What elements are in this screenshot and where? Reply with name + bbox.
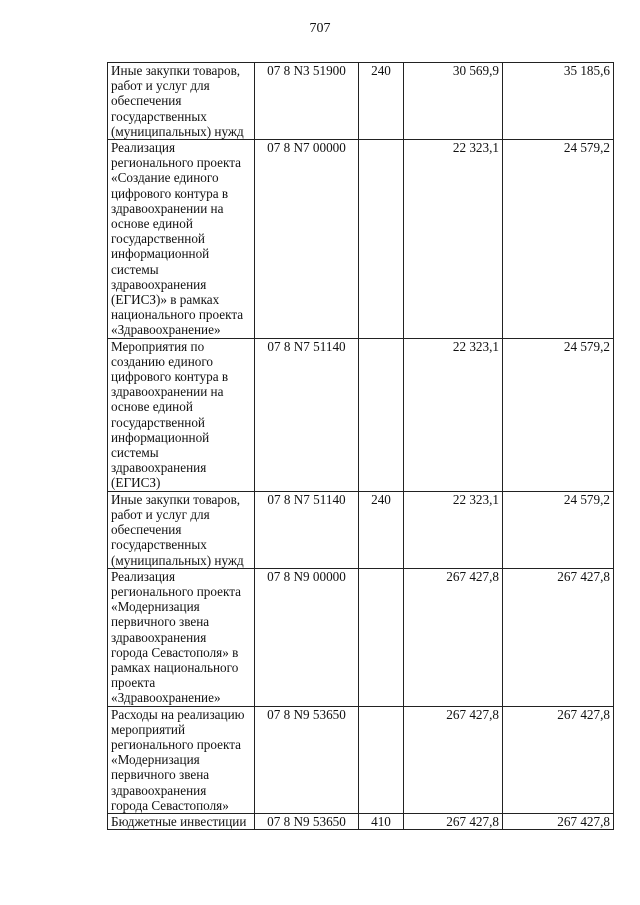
amount-year-2: 24 579,2 — [503, 338, 614, 491]
target-code: 07 8 N9 53650 — [255, 813, 359, 829]
table-row — [108, 568, 614, 706]
amount-year-2: 267 427,8 — [503, 813, 614, 829]
expense-type — [359, 140, 404, 339]
amount-year-2: 24 579,2 — [503, 491, 614, 568]
expense-type: 240 — [359, 63, 404, 140]
expense-type — [359, 706, 404, 813]
item-name: Мероприятия по созданию единого цифрового контура в здравоохранении на основе единой государственной информационной системы здравоохранения (ЕГИСЗ) — [108, 338, 255, 491]
item-name: Иные закупки товаров, работ и услуг для обеспечения государственных (муниципальных) нужд — [108, 63, 255, 140]
amount-year-2: 24 579,2 — [503, 140, 614, 339]
amount-year-1: 267 427,8 — [404, 706, 503, 813]
target-code: 07 8 N7 51140 — [255, 338, 359, 491]
item-name: Бюджетные инвестиции — [108, 813, 255, 829]
item-name: Расходы на реализацию мероприятий регионального проекта «Модернизация первичного звена здравоохранения города Севастополя» — [108, 706, 255, 813]
target-code: 07 8 N7 00000 — [255, 140, 359, 339]
table-row — [108, 706, 614, 813]
amount-year-1: 22 323,1 — [404, 491, 503, 568]
expense-type — [359, 338, 404, 491]
amount-year-1: 22 323,1 — [404, 338, 503, 491]
amount-year-1: 267 427,8 — [404, 813, 503, 829]
amount-year-2: 267 427,8 — [503, 568, 614, 706]
table-row — [108, 140, 614, 339]
page-number: 707 — [309, 21, 331, 36]
amount-year-2: 35 185,6 — [503, 63, 614, 140]
expense-type: 240 — [359, 491, 404, 568]
expense-type: 410 — [359, 813, 404, 829]
table-row — [108, 813, 614, 829]
item-name: Реализация регионального проекта «Модернизация первичного звена здравоохранения города Севастополя» в рамках национального проекта «Здравоохранение» — [108, 568, 255, 706]
expense-type — [359, 568, 404, 706]
amount-year-1: 30 569,9 — [404, 63, 503, 140]
target-code: 07 8 N3 51900 — [255, 63, 359, 140]
target-code: 07 8 N9 00000 — [255, 568, 359, 706]
target-code: 07 8 N9 53650 — [255, 706, 359, 813]
amount-year-2: 267 427,8 — [503, 706, 614, 813]
target-code: 07 8 N7 51140 — [255, 491, 359, 568]
item-name: Реализация регионального проекта «Создание единого цифрового контура в здравоохранении на основе единой государственной информационной системы здравоохранения (ЕГИСЗ)» в рамках национального проекта «Здравоохранение» — [108, 140, 255, 339]
budget-table — [107, 62, 614, 830]
amount-year-1: 22 323,1 — [404, 140, 503, 339]
table-row — [108, 338, 614, 491]
item-name: Иные закупки товаров, работ и услуг для обеспечения государственных (муниципальных) нужд — [108, 491, 255, 568]
table-row — [108, 63, 614, 140]
amount-year-1: 267 427,8 — [404, 568, 503, 706]
table-row — [108, 491, 614, 568]
